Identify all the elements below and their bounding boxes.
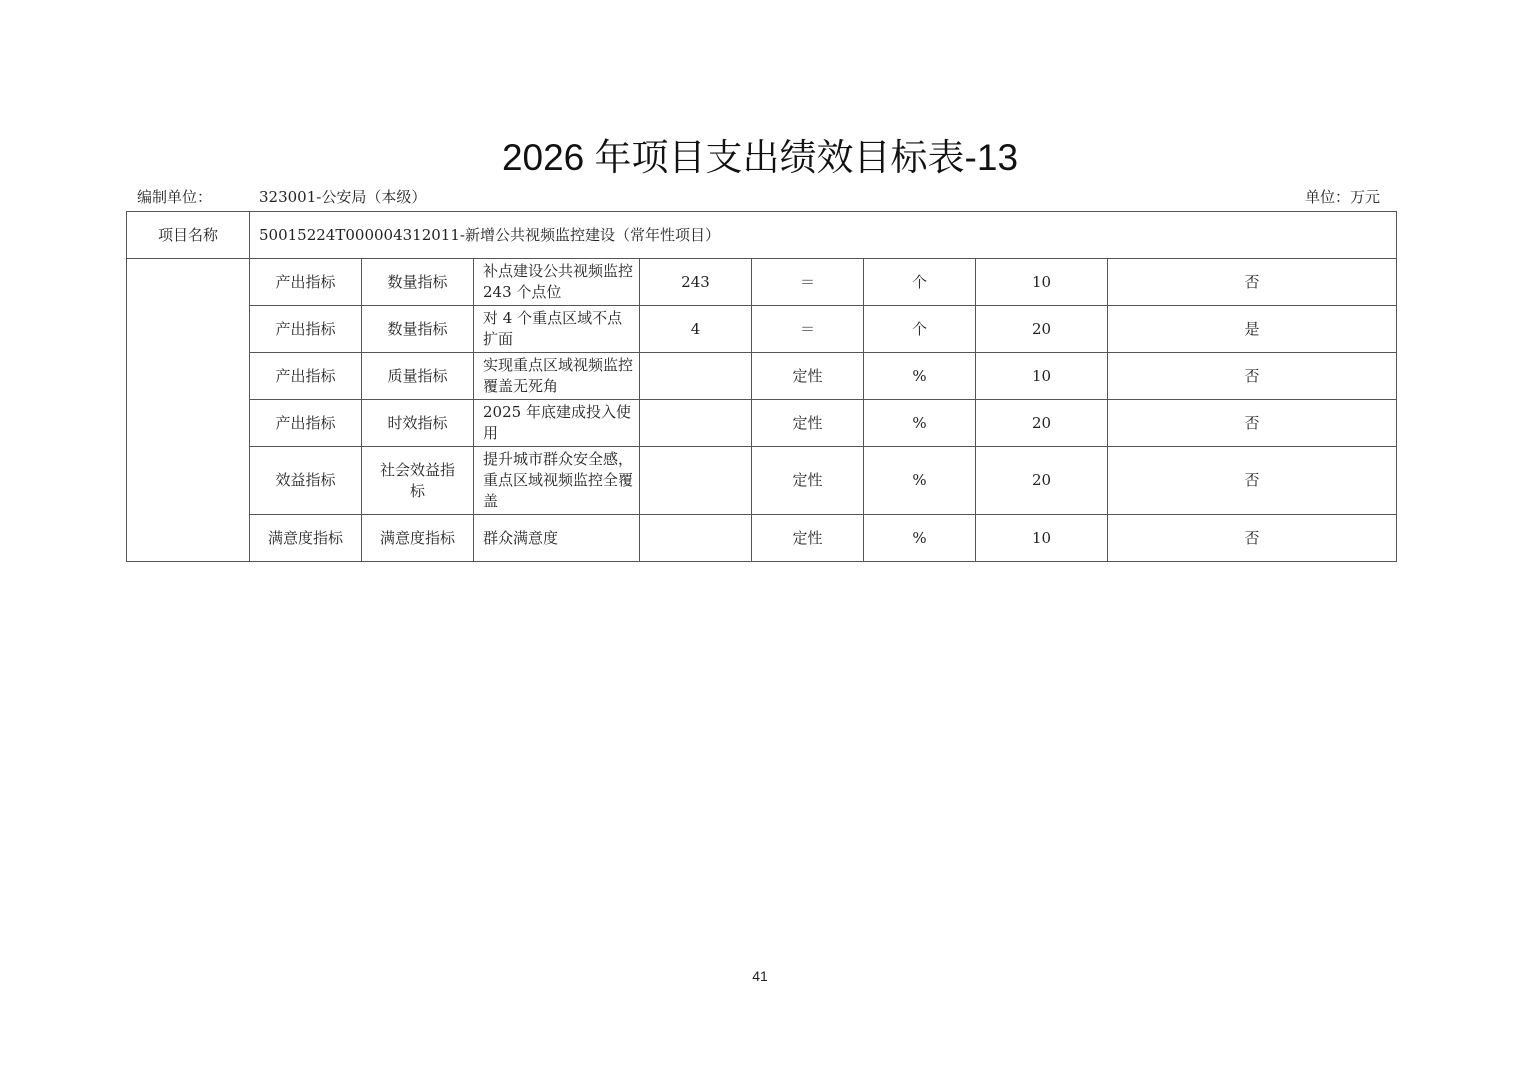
operator: 定性: [752, 353, 864, 400]
level2-indicator: 数量指标: [362, 306, 474, 353]
project-name-value: 50015224T000004312011-新增公共视频监控建设（常年性项目）: [250, 212, 1397, 259]
weight: 10: [976, 515, 1108, 562]
project-name-label: 项目名称: [127, 212, 250, 259]
level1-indicator: 效益指标: [250, 447, 362, 515]
indicator-name: 补点建设公共视频监控 243 个点位: [474, 259, 640, 306]
level1-indicator: 产出指标: [250, 306, 362, 353]
operator: 定性: [752, 400, 864, 447]
currency-unit: 单位：万元: [1305, 188, 1381, 206]
level1-indicator: 满意度指标: [250, 515, 362, 562]
measure-unit: %: [864, 400, 976, 447]
indicator-name: 对 4 个重点区域不点扩面: [474, 306, 640, 353]
indicator-name: 实现重点区域视频监控覆盖无死角: [474, 353, 640, 400]
performance-target-table: [126, 211, 1397, 562]
target-value: [640, 400, 752, 447]
level2-indicator: 质量指标: [362, 353, 474, 400]
table-row: [127, 306, 1397, 353]
measure-unit: 个: [864, 306, 976, 353]
table-row: [127, 353, 1397, 400]
level2-indicator: 数量指标: [362, 259, 474, 306]
table-row: [127, 447, 1397, 515]
operator: 定性: [752, 515, 864, 562]
level1-indicator: 产出指标: [250, 259, 362, 306]
core-indicator-flag: 否: [1108, 447, 1397, 515]
core-indicator-flag: 否: [1108, 515, 1397, 562]
weight: 10: [976, 353, 1108, 400]
level2-indicator: 满意度指标: [362, 515, 474, 562]
measure-unit: %: [864, 515, 976, 562]
indicator-name: 提升城市群众安全感，重点区域视频监控全覆盖: [474, 447, 640, 515]
operator: 定性: [752, 447, 864, 515]
target-value: 243: [640, 259, 752, 306]
level1-indicator: 产出指标: [250, 400, 362, 447]
target-value: [640, 353, 752, 400]
target-value: [640, 447, 752, 515]
target-value: [640, 515, 752, 562]
operator: ＝: [752, 259, 864, 306]
compiling-unit-value: 323001-公安局（本级）: [259, 188, 427, 206]
table-row: [127, 515, 1397, 562]
indicator-name: 2025 年底建成投入使用: [474, 400, 640, 447]
level2-indicator: 社会效益指标: [362, 447, 474, 515]
indicator-name: 群众满意度: [474, 515, 640, 562]
weight: 10: [976, 259, 1108, 306]
compiling-unit-label: 编制单位：: [137, 188, 213, 206]
weight: 20: [976, 306, 1108, 353]
blank-merged-cell: [127, 259, 250, 562]
core-indicator-flag: 否: [1108, 353, 1397, 400]
project-name-row: [127, 212, 1397, 259]
table-row: [127, 259, 1397, 306]
measure-unit: %: [864, 447, 976, 515]
measure-unit: %: [864, 353, 976, 400]
level2-indicator: 时效指标: [362, 400, 474, 447]
level1-indicator: 产出指标: [250, 353, 362, 400]
operator: ＝: [752, 306, 864, 353]
measure-unit: 个: [864, 259, 976, 306]
target-value: 4: [640, 306, 752, 353]
weight: 20: [976, 400, 1108, 447]
core-indicator-flag: 是: [1108, 306, 1397, 353]
core-indicator-flag: 否: [1108, 259, 1397, 306]
table-row: [127, 400, 1397, 447]
page-title: 2026 年项目支出绩效目标表-13: [501, 137, 1019, 178]
page-number: 41: [752, 968, 768, 984]
core-indicator-flag: 否: [1108, 400, 1397, 447]
weight: 20: [976, 447, 1108, 515]
